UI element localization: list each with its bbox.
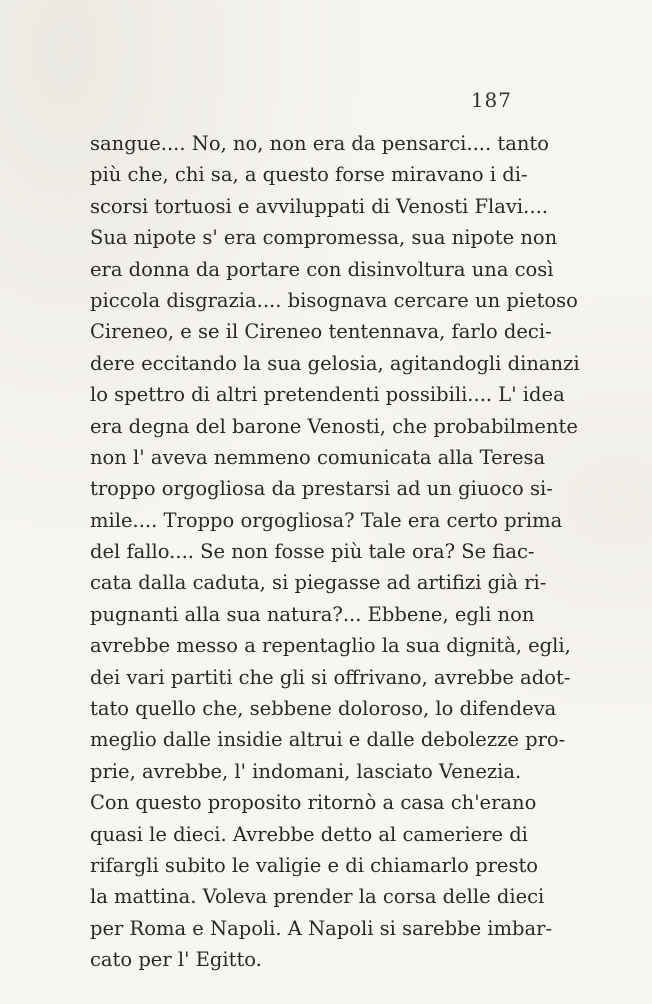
text-line: dere eccitando la sua gelosia, agitandogli dinanzi bbox=[90, 351, 580, 375]
text-line: era degna del barone Venosti, che probabilmente bbox=[90, 414, 578, 438]
text-line: per Roma e Napoli. A Napoli si sarebbe imbar- bbox=[90, 916, 553, 940]
text-line: meglio dalle insidie altrui e dalle debolezze pro- bbox=[90, 728, 566, 752]
text-line: prie, avrebbe, l' indomani, lasciato Venezia. bbox=[90, 759, 522, 783]
text-line: Sua nipote s' era compromessa, sua nipote non bbox=[90, 226, 558, 250]
text-line: sangue.... No, no, non era da pensarci.... tanto bbox=[90, 132, 549, 155]
text-line: piccola disgrazia.... bisognava cercare un pietoso bbox=[90, 288, 578, 312]
paragraph-start-line: Con questo proposito ritornò a casa ch'erano bbox=[90, 791, 537, 815]
text-line: più che, chi sa, a questo forse miravano i di- bbox=[90, 163, 528, 187]
text-line: lo spettro di altri pretendenti possibili.... L' idea bbox=[90, 383, 565, 407]
text-line: scorsi tortuosi e avviluppati di Venosti Flavi.... bbox=[90, 194, 548, 218]
text-line: cata dalla caduta, si piegasse ad artifizi già ri- bbox=[90, 571, 547, 595]
text-line: quasi le dieci. Avrebbe detto al cameriere di bbox=[90, 822, 528, 846]
text-line: tato quello che, sebbene doloroso, lo difendeva bbox=[90, 697, 557, 721]
body-text bbox=[90, 128, 580, 976]
text-line: la mattina. Voleva prender la corsa delle dieci bbox=[90, 885, 545, 909]
text-line: era donna da portare con disinvoltura una così bbox=[90, 257, 554, 281]
text-line: avrebbe messo a repentaglio la sua dignità, egli, bbox=[90, 634, 571, 658]
text-line: Cireneo, e se il Cireneo tentennava, farlo deci- bbox=[90, 320, 552, 344]
text-line: del fallo.... Se non fosse più tale ora? Se fiac- bbox=[90, 540, 535, 564]
text-line: mile.... Troppo orgogliosa? Tale era certo prima bbox=[90, 508, 563, 532]
text-line: dei vari partiti che gli si offrivano, avrebbe adot- bbox=[90, 665, 571, 689]
text-line: cato per l' Egitto. bbox=[90, 948, 262, 972]
text-line: troppo orgogliosa da prestarsi ad un giuoco si- bbox=[90, 477, 553, 501]
text-line: pugnanti alla sua natura?... Ebbene, egli non bbox=[90, 602, 535, 626]
text-line: rifargli subito le valigie e di chiamarlo presto bbox=[90, 853, 539, 877]
page-number: 187 bbox=[470, 88, 512, 112]
text-line: non l' aveva nemmeno comunicata alla Teresa bbox=[90, 445, 546, 469]
